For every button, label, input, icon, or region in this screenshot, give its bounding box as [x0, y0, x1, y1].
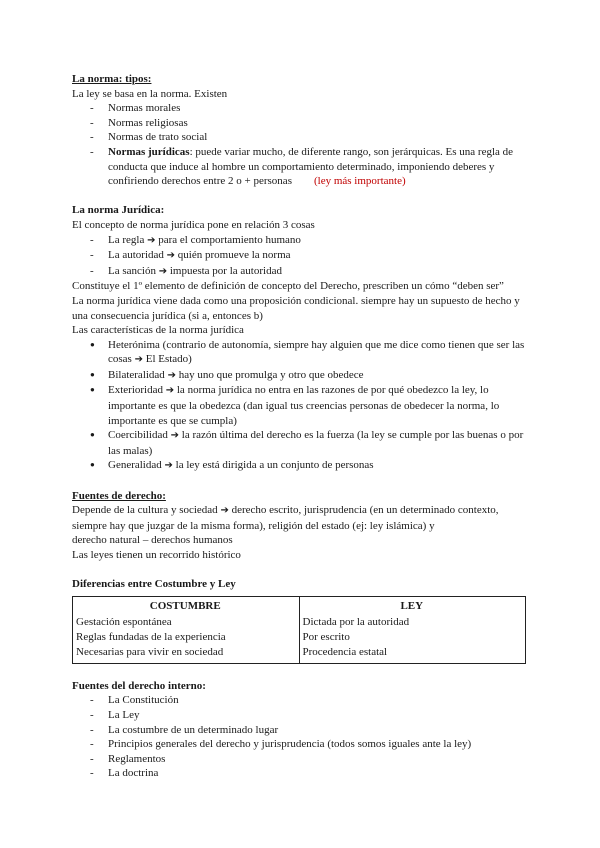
list-item: - Normas religiosas: [72, 116, 528, 131]
section-title-fuentes-interno: Fuentes del derecho interno:: [72, 679, 206, 692]
comparison-table: [72, 596, 526, 664]
arrow-icon: ➔: [147, 234, 156, 246]
list-item: - La Constitución: [72, 693, 528, 708]
internal-sources-list: [72, 693, 528, 781]
table-line: Necesarias para vivir en sociedad: [76, 645, 224, 658]
term: Heterónima (contrario de autonomía, siempre hay alguien que me dice como tienen que ser las cosas: [108, 338, 525, 366]
highlight-note: (ley más importante): [313, 175, 406, 188]
paragraph: El concepto de norma jurídica pone en relación 3 cosas: [72, 218, 315, 231]
table-header-ley: LEY: [299, 596, 526, 613]
section-title-fuentes: Fuentes de derecho:: [72, 489, 166, 502]
term: La autoridad: [108, 249, 164, 262]
characteristics-list: [72, 338, 528, 474]
text: derecho escrito, jurisprudencia (en un determinado contexto, siempre hay que juzgar de la misma forma), religión del estado (ej: ley islámica) y: [72, 504, 499, 532]
definition: hay uno que promulga y otro que obedece: [178, 368, 364, 381]
arrow-icon: ➔: [164, 460, 173, 472]
table-line: Por escrito: [302, 630, 350, 643]
paragraph: Las leyes tienen un recorrido histórico: [72, 549, 241, 561]
term: La regla: [108, 233, 145, 246]
arrow-icon: ➔: [134, 354, 143, 366]
term: Exterioridad: [108, 384, 163, 397]
paragraph: [72, 503, 528, 533]
text: Depende de la cultura y sociedad: [72, 504, 218, 517]
list-item: [72, 233, 528, 249]
section-title-norma-juridica: La norma Jurídica:: [72, 204, 165, 217]
section-title-diferencias: Diferencias entre Costumbre y Ley: [72, 578, 236, 591]
list-item: - Principios generales del derecho y jurisprudencia (todos somos iguales ante la ley): [72, 737, 528, 752]
paragraph: La norma jurídica viene dada como una proposición condicional. siempre hay un supuesto de hecho y una consecuencia jurídica (si a, entonces b): [72, 294, 520, 322]
list-item-text: : puede variar mucho, de diferente rango, son jerárquicas. Es una regla de conducta que induce al hombre un comportamiento determinado, imponiendo deberes y confiriendo derechos entre 2 o + personas: [108, 145, 514, 188]
table-line: Gestación espontánea: [76, 616, 172, 629]
list-item: - La costumbre de un determinado lugar: [72, 723, 528, 738]
document-page: [72, 72, 528, 781]
arrow-icon: ➔: [220, 505, 229, 517]
list-item: - Normas morales: [72, 101, 528, 116]
table-cell-ley: [299, 613, 526, 663]
list-item: [72, 383, 528, 428]
arrow-icon: ➔: [170, 430, 180, 442]
bold-term: Normas jurídicas: [108, 145, 190, 158]
list-item: [72, 458, 528, 474]
paragraph: La ley se basa en la norma. Existen: [72, 87, 228, 100]
list-item: [72, 368, 528, 384]
definition: la razón última del derecho es la fuerza (la ley se cumple por las buenas o por las malas): [108, 429, 524, 457]
definition: la norma jurídica no entra en las razones de por qué obedezco la ley, lo importante es que la obedezca (dan igual tus creencias personas de obedecer la norma, lo importante es que se cumpla): [108, 384, 500, 427]
list-item: - La doctrina: [72, 766, 528, 781]
paragraph: derecho natural – derechos humanos: [72, 534, 233, 547]
list-item: [72, 248, 528, 264]
paragraph: Constituye el 1º elemento de definición de concepto del Derecho, prescriben un cómo “deben ser”: [72, 280, 504, 293]
arrow-icon: ➔: [166, 250, 176, 262]
arrow-icon: ➔: [167, 369, 176, 381]
table-line: Reglas fundadas de la experiencia: [76, 630, 226, 643]
definition: impuesta por la autoridad: [169, 264, 282, 277]
term: Generalidad: [108, 459, 162, 472]
paragraph: Las características de la norma jurídica: [72, 324, 244, 337]
arrow-icon: ➔: [165, 385, 175, 397]
list-item: [72, 145, 528, 189]
arrow-icon: ➔: [158, 265, 168, 277]
list-item: [72, 264, 528, 280]
list-item: [72, 338, 528, 368]
definition: quién promueve la norma: [177, 249, 291, 262]
term: Bilateralidad: [108, 368, 165, 381]
table-cell-costumbre: [73, 613, 300, 663]
three-things-list: [72, 233, 528, 280]
definition: para el comportamiento humano: [158, 233, 301, 246]
definition: la ley está dirigida a un conjunto de personas: [175, 459, 374, 472]
list-item: - Normas de trato social: [72, 130, 528, 145]
section-title-tipos: La norma: tipos:: [72, 73, 152, 85]
definition: El Estado): [145, 353, 192, 366]
term: La sanción: [108, 264, 156, 277]
table-line: Dictada por la autoridad: [302, 616, 410, 629]
list-item: - Reglamentos: [72, 752, 528, 767]
list-item: [72, 428, 528, 458]
list-item: - La Ley: [72, 708, 528, 723]
table-header-costumbre: COSTUMBRE: [73, 596, 300, 613]
table-line: Procedencia estatal: [302, 645, 388, 658]
norm-types-list: [72, 101, 528, 189]
term: Coercibilidad: [108, 429, 168, 442]
